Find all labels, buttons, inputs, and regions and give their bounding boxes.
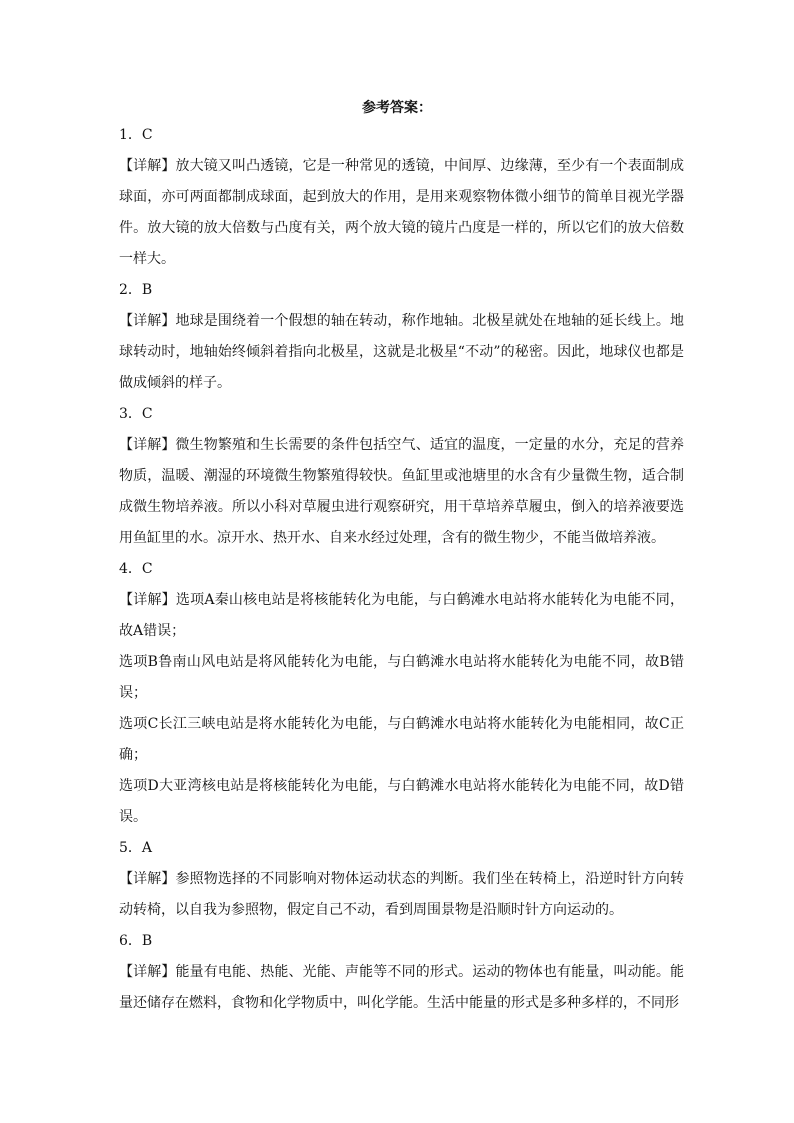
explanation-paragraph: 【详解】微生物繁殖和生长需要的条件包括空气、适宜的温度，一定量的水分，充足的营养物质，温暖、潮湿的环境微生物繁殖得较快。鱼缸里或池塘里的水含有少量微生物，适合制成微生物培养液。所以小科对草履虫进行观察研究，用干草培养草履虫，倒入的培养液要选用鱼缸里的水。凉开水、热开水、自来水经过处理，含有的微生物少，不能当做培养液。 bbox=[119, 437, 684, 546]
option-analysis-c: 选项C长江三峡电站是将水能转化为电能，与白鹤滩水电站将水能转化为电能相同，故C正确； bbox=[119, 716, 684, 763]
page-title: 参考答案： bbox=[362, 100, 432, 116]
answer-number: 1．C bbox=[119, 127, 153, 143]
answer-item bbox=[119, 399, 684, 554]
answer-number: 2．B bbox=[119, 282, 153, 298]
answer-list bbox=[119, 120, 684, 1019]
answer-number: 4．C bbox=[119, 561, 153, 577]
explanation-paragraph: 【详解】放大镜又叫凸透镜，它是一种常见的透镜，中间厚、边缘薄，至少有一个表面制成球面，亦可两面都制成球面，起到放大的作用，是用来观察物体微小细节的简单目视光学器件。放大镜的放大倍数与凸度有关，两个放大镜的镜片凸度是一样的，所以它们的放大倍数一样大。 bbox=[119, 158, 684, 267]
answer-item bbox=[119, 275, 684, 399]
option-analysis-d: 选项D大亚湾核电站是将核能转化为电能，与白鹤滩水电站将水能转化为电能不同，故D错误。 bbox=[119, 778, 684, 825]
explanation-paragraph: 【详解】地球是围绕着一个假想的轴在转动，称作地轴。北极星就处在地轴的延长线上。地球转动时，地轴始终倾斜着指向北极星，这就是北极星“不动”的秘密。因此，地球仪也都是做成倾斜的样子。 bbox=[119, 313, 684, 391]
explanation-paragraph: 【详解】参照物选择的不同影响对物体运动状态的判断。我们坐在转椅上，沿逆时针方向转动转椅，以自我为参照物，假定自己不动，看到周围景物是沿顺时针方向运动的。 bbox=[119, 871, 684, 918]
answer-item bbox=[119, 554, 684, 833]
explanation-paragraph: 【详解】能量有电能、热能、光能、声能等不同的形式。运动的物体也有能量，叫动能。能量还储存在燃料，食物和化学物质中，叫化学能。生活中能量的形式是多种多样的，不同形 bbox=[119, 964, 684, 1011]
answer-item bbox=[119, 120, 684, 275]
answer-item bbox=[119, 833, 684, 926]
option-analysis-b: 选项B鲁南山风电站是将风能转化为电能，与白鹤滩水电站将水能转化为电能不同，故B错误； bbox=[119, 654, 684, 701]
answer-number: 5．A bbox=[119, 840, 153, 856]
answer-number: 3．C bbox=[119, 406, 153, 422]
answer-item bbox=[119, 926, 684, 1019]
answer-number: 6．B bbox=[119, 933, 153, 949]
explanation-paragraph: 【详解】选项A秦山核电站是将核能转化为电能，与白鹤滩水电站将水能转化为电能不同，故A错误； bbox=[119, 592, 684, 639]
